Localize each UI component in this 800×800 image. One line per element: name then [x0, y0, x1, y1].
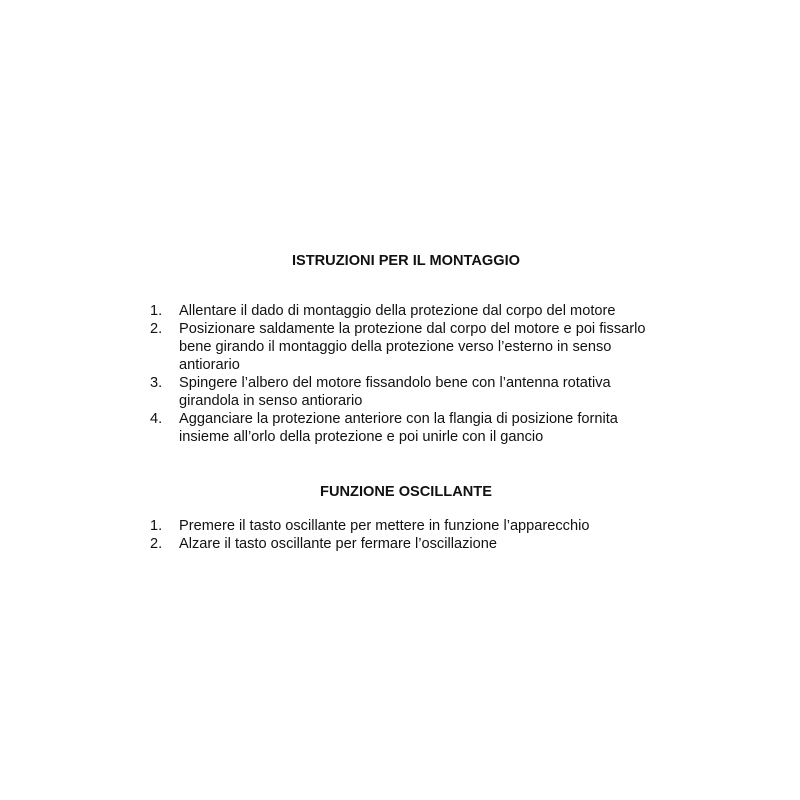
list-item-text: Spingere l’albero del motore fissandolo bene con l’antenna rotativa girandola in senso antiorario [179, 375, 611, 409]
list-item-number: 1. [150, 518, 163, 534]
list-item-number: 2. [150, 536, 163, 552]
section-title-montaggio: ISTRUZIONI PER IL MONTAGGIO [291, 253, 521, 269]
list-item [150, 410, 670, 446]
list-item [150, 320, 670, 374]
list-item-number: 3. [150, 375, 163, 391]
list-item-number: 2. [150, 321, 163, 337]
list-item-text: Premere il tasto oscillante per mettere in funzione l’apparecchio [179, 518, 590, 534]
list-item-text: Posizionare saldamente la protezione dal corpo del motore e poi fissarlo bene girando il montaggio della protezione verso l’esterno in senso antiorario [179, 321, 646, 373]
list-item-text: Agganciare la protezione anteriore con la flangia di posizione fornita insieme all’orlo della protezione e poi unirle con il gancio [179, 411, 618, 445]
list-item-text: Alzare il tasto oscillante per fermare l’oscillazione [179, 536, 497, 552]
list-item-number: 4. [150, 411, 163, 427]
list-item-number: 1. [150, 303, 163, 319]
section-title-oscillante: FUNZIONE OSCILLANTE [320, 484, 492, 500]
list-item [150, 517, 670, 535]
list-item [150, 374, 670, 410]
list-item [150, 302, 670, 320]
montaggio-steps-list [150, 302, 670, 446]
oscillante-steps-list [150, 517, 670, 553]
list-item-text: Allentare il dado di montaggio della protezione dal corpo del motore [179, 303, 616, 319]
list-item [150, 535, 670, 553]
